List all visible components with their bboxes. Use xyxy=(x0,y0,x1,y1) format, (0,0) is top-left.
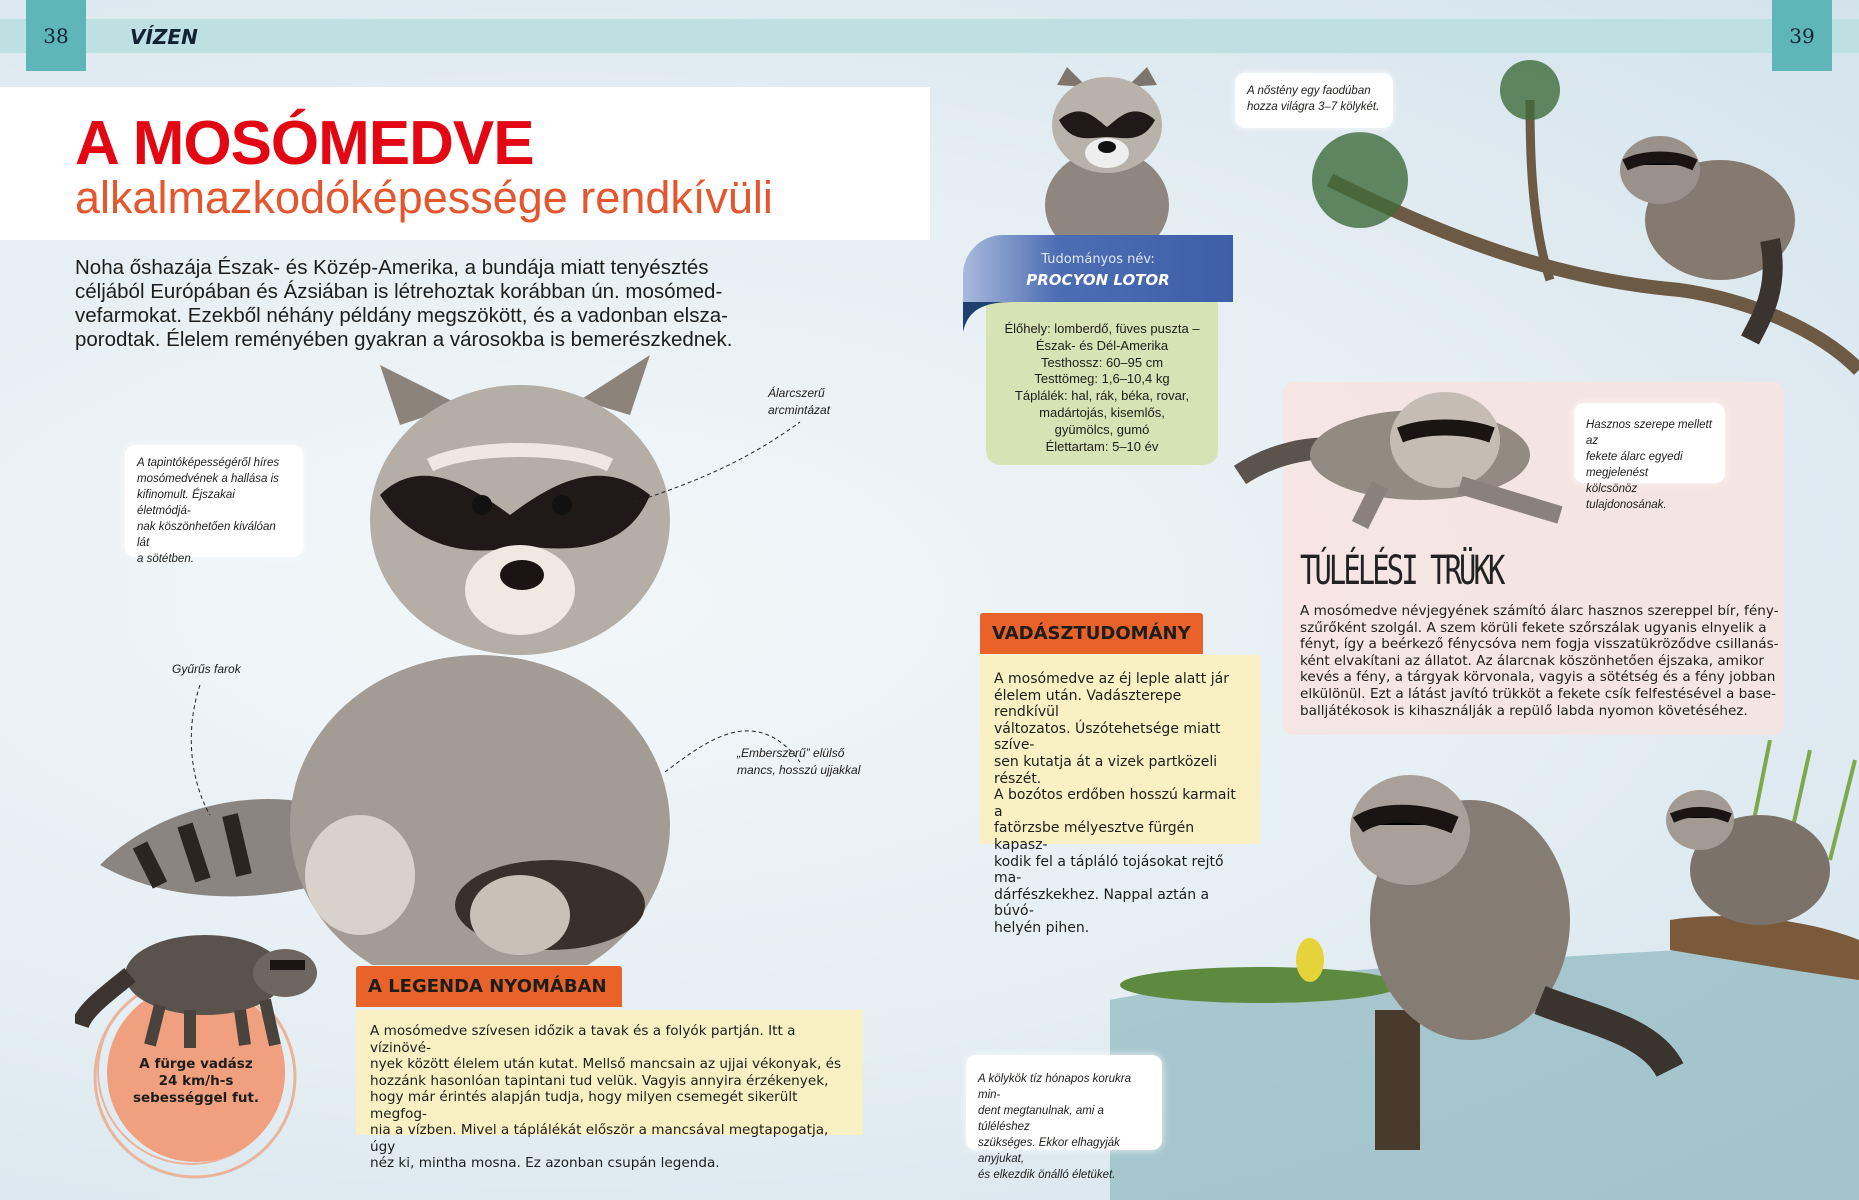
callout-mask xyxy=(1574,403,1725,511)
survival-trick-heading: TÚLÉLÉSI TRÜKK xyxy=(1300,548,1503,594)
callout-line: kölcsönöz tulajdonosának. xyxy=(1586,483,1667,511)
hunting-heading: VADÁSZTUDOMÁNY xyxy=(980,613,1203,654)
species-facts-box xyxy=(986,302,1218,465)
label-line: mancs, hosszú ujjakkal xyxy=(737,763,861,777)
label-line: arcmintázat xyxy=(768,403,831,417)
label-line: „Emberszerű” elülső xyxy=(737,746,845,760)
fact-line: Testtömeg: 1,6–10,4 kg xyxy=(1034,371,1170,387)
callout-line: Hasznos szerepe mellett az xyxy=(1586,419,1712,447)
callout-hearing xyxy=(125,445,303,565)
callout-cubs xyxy=(966,1055,1162,1181)
fact-line: Táplálék: hal, rák, béka, rovar, xyxy=(1014,388,1190,404)
hunting-line: dárfészkekhez. Nappal aztán a búvó- xyxy=(994,886,1210,920)
trick-line: kevés a fény, a tárgyak körvonala, vagyis a sötétség és a fény jobban xyxy=(1300,669,1776,686)
trick-line: fényt, így a beérkező fénycsóva nem fogja visszatükröződve csillanás- xyxy=(1300,636,1779,653)
trick-line: szűrőként szolgál. A szem körüli fekete szőrszálak ugyanis elnyelik a xyxy=(1300,619,1767,636)
legend-box xyxy=(356,1010,863,1171)
speed-line: A fürge vadász xyxy=(139,1056,253,1072)
legend-line: A mosómedve szívesen időzik a tavak és a folyók partján. Itt a vízinövé- xyxy=(370,1023,796,1056)
species-name: PROCYON LOTOR xyxy=(1026,271,1170,289)
callout-line: dent megtanulnak, ami a túléléshez xyxy=(978,1105,1104,1133)
hunting-line: kodik fel a tápláló tojásokat rejtő ma- xyxy=(994,853,1224,887)
label-face-mask xyxy=(768,385,830,419)
sitting-raccoon-image xyxy=(1037,65,1177,240)
header-strip xyxy=(0,19,1859,53)
hunting-line: változatos. Úszótehetsége miatt szíve- xyxy=(994,720,1221,754)
legend-line: néz ki, mintha mosna. Ez azonban csupán legenda. xyxy=(370,1155,720,1171)
tail-annotation-line xyxy=(180,680,220,820)
legend-line: hozzánk hasonlóan tapintani tud velük. Vagyis annyira érzékenyek, xyxy=(370,1072,829,1089)
callout-line: hozza világra 3–7 kölykét. xyxy=(1247,101,1380,113)
trick-line: ként elvakítani az állatot. Az álarcnak köszönhetően éjszaka, amikor xyxy=(1300,652,1764,669)
fact-line: Élőhely: lomberdő, füves puszta – xyxy=(1004,321,1200,336)
page-title: A MOSÓMEDVE xyxy=(75,109,534,178)
species-banner xyxy=(963,235,1233,302)
callout-line: A tapintóképességéről híres xyxy=(137,457,280,469)
callout-line: A nőstény egy faodúban xyxy=(1247,85,1371,97)
intro-text xyxy=(75,256,735,352)
trick-line: balljátékosok is kihasználják a repülő labda nyomon követéséhez. xyxy=(1300,702,1748,719)
speed-line: sebességgel fut. xyxy=(132,1090,260,1106)
hunting-line: élelem után. Vadászterepe rendkívül xyxy=(994,687,1182,721)
page-number-left: 38 xyxy=(26,0,86,71)
intro-line: Noha őshazája Észak- és Közép-Amerika, a bundája miatt tenyésztés xyxy=(75,256,709,279)
callout-line: A kölykök tíz hónapos korukra min- xyxy=(978,1073,1131,1101)
trick-line: elkülönül. Ezt a látást javító trükköt a fekete csík felfestésével a base- xyxy=(1300,685,1776,702)
callout-line: szükséges. Ekkor elhagyják anyjukat, xyxy=(978,1137,1120,1165)
page-subtitle: alkalmazkodóképessége rendkívüli xyxy=(75,172,773,223)
hunting-line: A mosómedve az éj leple alatt jár xyxy=(994,671,1229,687)
callout-line: mosómedvének a hallása is xyxy=(137,473,279,485)
fact-line: gyümölcs, gumó xyxy=(1054,421,1150,437)
legend-line: nia a vízben. Mivel a táplálékát először a mancsával megtapogatja, úgy xyxy=(370,1122,829,1155)
label-line: Álarcszerű xyxy=(768,386,825,400)
callout-line: fekete álarc egyedi megjelenést xyxy=(1586,451,1683,479)
legend-line: nyek között élelem után kutat. Mellső mancsain az ujjai vékonyak, és xyxy=(370,1056,842,1072)
hunting-line: helyén pihen. xyxy=(994,919,1090,936)
intro-line: porodtak. Élelem reményében gyakran a városokba is bemerészkednek. xyxy=(75,328,733,351)
fact-line: Élettartam: 5–10 év xyxy=(1045,438,1159,454)
label-paw xyxy=(737,745,860,779)
trick-line: A mosómedve névjegyének számító álarc hasznos szereppel bír, fény- xyxy=(1300,603,1779,619)
callout-line: nak köszönhetően kiválóan lát xyxy=(137,521,276,549)
hunting-line: sen kutatja át a vizek partközeli részét. xyxy=(994,753,1218,787)
fact-line: Testhossz: 60–95 cm xyxy=(1040,354,1164,370)
label-tail: Gyűrűs farok xyxy=(172,662,241,676)
legend-heading: A LEGENDA NYOMÁBAN xyxy=(356,966,622,1007)
intro-line: vefarmokat. Ezekből néhány példány megszökött, és a vadonban elsza- xyxy=(75,304,728,327)
callout-line: a sötétben. xyxy=(137,553,194,565)
callout-line: és elkezdik önálló életüket. xyxy=(978,1169,1116,1181)
callout-line: kifinomult. Éjszakai életmódjá- xyxy=(137,489,235,517)
running-raccoon-image xyxy=(75,915,325,1055)
section-title: VÍZEN xyxy=(130,25,198,49)
speed-line: 24 km/h-s xyxy=(158,1073,234,1089)
survival-trick-text xyxy=(1300,603,1780,719)
callout-birth xyxy=(1235,73,1393,128)
lying-raccoon-image xyxy=(1230,355,1610,535)
species-label: Tudományos név: xyxy=(1041,252,1155,267)
fact-line: madártojás, kisemlős, xyxy=(1039,404,1165,420)
hunting-line: A bozótos erdőben hosszú karmait a xyxy=(994,787,1236,820)
water-scene-image xyxy=(1110,740,1859,1200)
legend-line: hogy már érintés alapján tudja, hogy milyen csemegét sikerült megfog- xyxy=(370,1089,798,1122)
intro-line: céljából Európában és Ázsiában is létrehoztak korábban ún. mosómed- xyxy=(75,280,723,303)
fact-line: Észak- és Dél-Amerika xyxy=(1035,337,1169,353)
page-number-right: 39 xyxy=(1772,0,1832,71)
hunting-line: fatörzsbe mélyesztve fürgén kapasz- xyxy=(994,820,1195,853)
